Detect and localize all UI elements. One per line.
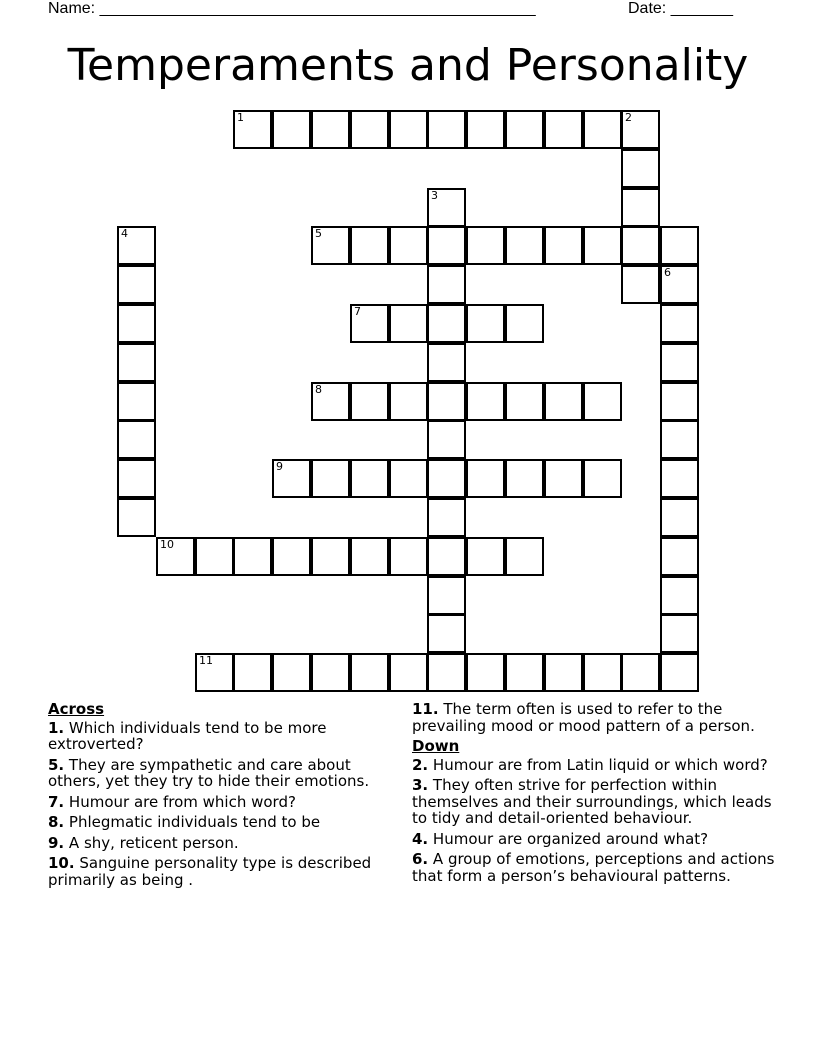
grid-cell[interactable] [583, 382, 622, 421]
clue-number: 7. [48, 792, 65, 811]
clue-number: 8. [48, 813, 65, 831]
clue-across-9 [48, 835, 398, 852]
grid-cell[interactable] [427, 614, 466, 653]
cell-number: 6 [664, 266, 671, 279]
grid-cell[interactable] [272, 537, 311, 576]
grid-cell[interactable] [117, 382, 156, 421]
clue-across-8 [48, 814, 398, 831]
grid-cell[interactable] [621, 110, 660, 149]
clue-down-6 [412, 851, 777, 884]
grid-cell[interactable] [544, 459, 583, 498]
grid-cell[interactable] [621, 265, 660, 304]
cell-number: 7 [354, 305, 361, 318]
grid-cell[interactable] [505, 653, 544, 692]
grid-cell[interactable] [505, 382, 544, 421]
grid-cell[interactable] [233, 537, 272, 576]
grid-cell[interactable] [583, 459, 622, 498]
grid-cell[interactable] [156, 537, 195, 576]
clues-right-column [412, 701, 777, 888]
date-field-label: Date: _______ [628, 0, 733, 17]
grid-cell[interactable] [311, 382, 350, 421]
cell-number: 3 [431, 189, 438, 202]
grid-cell[interactable] [233, 653, 272, 692]
clue-text: The term often is used to refer to the prevailing mood or mood pattern of a person. [412, 700, 755, 735]
grid-cell[interactable] [660, 226, 699, 265]
grid-cell[interactable] [427, 188, 466, 227]
grid-cell[interactable] [466, 653, 505, 692]
grid-cell[interactable] [389, 537, 428, 576]
clue-number: 10. [48, 854, 75, 872]
grid-cell[interactable] [311, 110, 350, 149]
grid-cell[interactable] [505, 459, 544, 498]
grid-cell[interactable] [583, 110, 622, 149]
clue-down-4 [412, 831, 777, 848]
grid-cell[interactable] [660, 614, 699, 653]
grid-cell[interactable] [117, 304, 156, 343]
cell-number: 10 [160, 538, 174, 551]
grid-cell[interactable] [195, 537, 234, 576]
clue-across-5 [48, 757, 398, 790]
cell-number: 11 [199, 654, 213, 667]
grid-cell[interactable] [427, 382, 466, 421]
name-field-label: Name: _________________________________________________ [48, 0, 536, 17]
grid-cell[interactable] [272, 459, 311, 498]
clue-number: 5. [48, 755, 65, 774]
grid-cell[interactable] [311, 653, 350, 692]
grid-cell[interactable] [544, 110, 583, 149]
grid-cell[interactable] [621, 653, 660, 692]
grid-cell[interactable] [660, 459, 699, 498]
cell-number: 4 [121, 227, 128, 240]
clue-text: Humour are from Latin liquid or which word? [432, 755, 768, 774]
grid-cell[interactable] [621, 226, 660, 265]
cell-number: 8 [315, 383, 322, 396]
clue-number: 6. [412, 850, 429, 868]
clue-across-11 [412, 701, 777, 734]
clue-number: 9. [48, 833, 65, 852]
clue-text: Sanguine personality type is described primarily as being . [48, 854, 372, 889]
clue-text: A group of emotions, perceptions and actions that form a person’s behavioural patterns. [412, 850, 775, 885]
grid-cell[interactable] [427, 420, 466, 459]
grid-cell[interactable] [427, 459, 466, 498]
grid-cell[interactable] [350, 110, 389, 149]
grid-cell[interactable] [389, 304, 428, 343]
grid-cell[interactable] [660, 653, 699, 692]
grid-cell[interactable] [660, 343, 699, 382]
grid-cell[interactable] [350, 537, 389, 576]
clue-number: 4. [412, 829, 429, 848]
grid-cell[interactable] [505, 110, 544, 149]
clue-text: Phlegmatic individuals tend to be [68, 813, 321, 831]
down-heading: Down [412, 737, 460, 755]
grid-cell[interactable] [660, 576, 699, 615]
clue-number: 11. [412, 700, 439, 718]
grid-cell[interactable] [427, 498, 466, 537]
grid-cell[interactable] [389, 459, 428, 498]
grid-cell[interactable] [660, 498, 699, 537]
clue-number: 1. [48, 718, 65, 737]
grid-cell[interactable] [311, 226, 350, 265]
grid-cell[interactable] [427, 110, 466, 149]
clue-number: 3. [412, 776, 429, 794]
grid-cell[interactable] [583, 226, 622, 265]
grid-cell[interactable] [233, 110, 272, 149]
grid-cell[interactable] [544, 653, 583, 692]
cell-number: 9 [276, 460, 283, 473]
grid-cell[interactable] [350, 382, 389, 421]
grid-cell[interactable] [350, 459, 389, 498]
grid-cell[interactable] [505, 226, 544, 265]
clue-down-3 [412, 777, 777, 827]
grid-cell[interactable] [117, 459, 156, 498]
grid-cell[interactable] [350, 304, 389, 343]
clue-across-1 [48, 720, 398, 753]
grid-cell[interactable] [544, 226, 583, 265]
clue-down-2 [412, 757, 777, 774]
clue-text: Humour are organized around what? [432, 829, 709, 848]
grid-cell[interactable] [505, 537, 544, 576]
clue-text: Which individuals tend to be more extroverted? [48, 718, 327, 753]
puzzle-title: Temperaments and Personality [67, 40, 749, 91]
grid-cell[interactable] [117, 265, 156, 304]
grid-cell[interactable] [621, 149, 660, 188]
grid-cell[interactable] [621, 188, 660, 227]
grid-cell[interactable] [660, 537, 699, 576]
grid-cell[interactable] [389, 110, 428, 149]
grid-cell[interactable] [117, 343, 156, 382]
cell-number: 2 [625, 111, 632, 124]
grid-cell[interactable] [311, 459, 350, 498]
clue-text: Humour are from which word? [68, 792, 296, 811]
grid-cell[interactable] [583, 653, 622, 692]
clues-left-column [48, 701, 398, 892]
grid-cell[interactable] [389, 382, 428, 421]
grid-cell[interactable] [389, 226, 428, 265]
grid-cell[interactable] [466, 110, 505, 149]
across-heading: Across [48, 700, 105, 718]
grid-cell[interactable] [272, 653, 311, 692]
grid-cell[interactable] [660, 382, 699, 421]
grid-cell[interactable] [117, 226, 156, 265]
grid-cell[interactable] [466, 537, 505, 576]
grid-cell[interactable] [427, 653, 466, 692]
grid-cell[interactable] [466, 226, 505, 265]
grid-cell[interactable] [427, 265, 466, 304]
cell-number: 1 [237, 111, 244, 124]
grid-cell[interactable] [544, 382, 583, 421]
cell-number: 5 [315, 227, 322, 240]
grid-cell[interactable] [195, 653, 234, 692]
grid-cell[interactable] [427, 226, 466, 265]
clue-across-10 [48, 855, 398, 888]
grid-cell[interactable] [272, 110, 311, 149]
grid-cell[interactable] [311, 537, 350, 576]
grid-cell[interactable] [466, 459, 505, 498]
grid-cell[interactable] [350, 653, 389, 692]
grid-cell[interactable] [350, 226, 389, 265]
grid-cell[interactable] [505, 304, 544, 343]
grid-cell[interactable] [466, 304, 505, 343]
grid-cell[interactable] [427, 304, 466, 343]
clue-across-7 [48, 794, 398, 811]
clue-text: They are sympathetic and care about others, yet they try to hide their emotions. [48, 755, 370, 790]
clue-text: A shy, reticent person. [68, 833, 239, 852]
grid-cell[interactable] [660, 304, 699, 343]
clue-text: They often strive for perfection within themselves and their surroundings, which leads to tidy and detail-oriented behaviour. [412, 776, 772, 827]
grid-cell[interactable] [389, 653, 428, 692]
clue-number: 2. [412, 755, 429, 774]
grid-cell[interactable] [117, 420, 156, 459]
grid-cell[interactable] [427, 343, 466, 382]
grid-cell[interactable] [427, 576, 466, 615]
grid-cell[interactable] [117, 498, 156, 537]
grid-cell[interactable] [660, 420, 699, 459]
grid-cell[interactable] [466, 382, 505, 421]
grid-cell[interactable] [427, 537, 466, 576]
grid-cell[interactable] [660, 265, 699, 304]
